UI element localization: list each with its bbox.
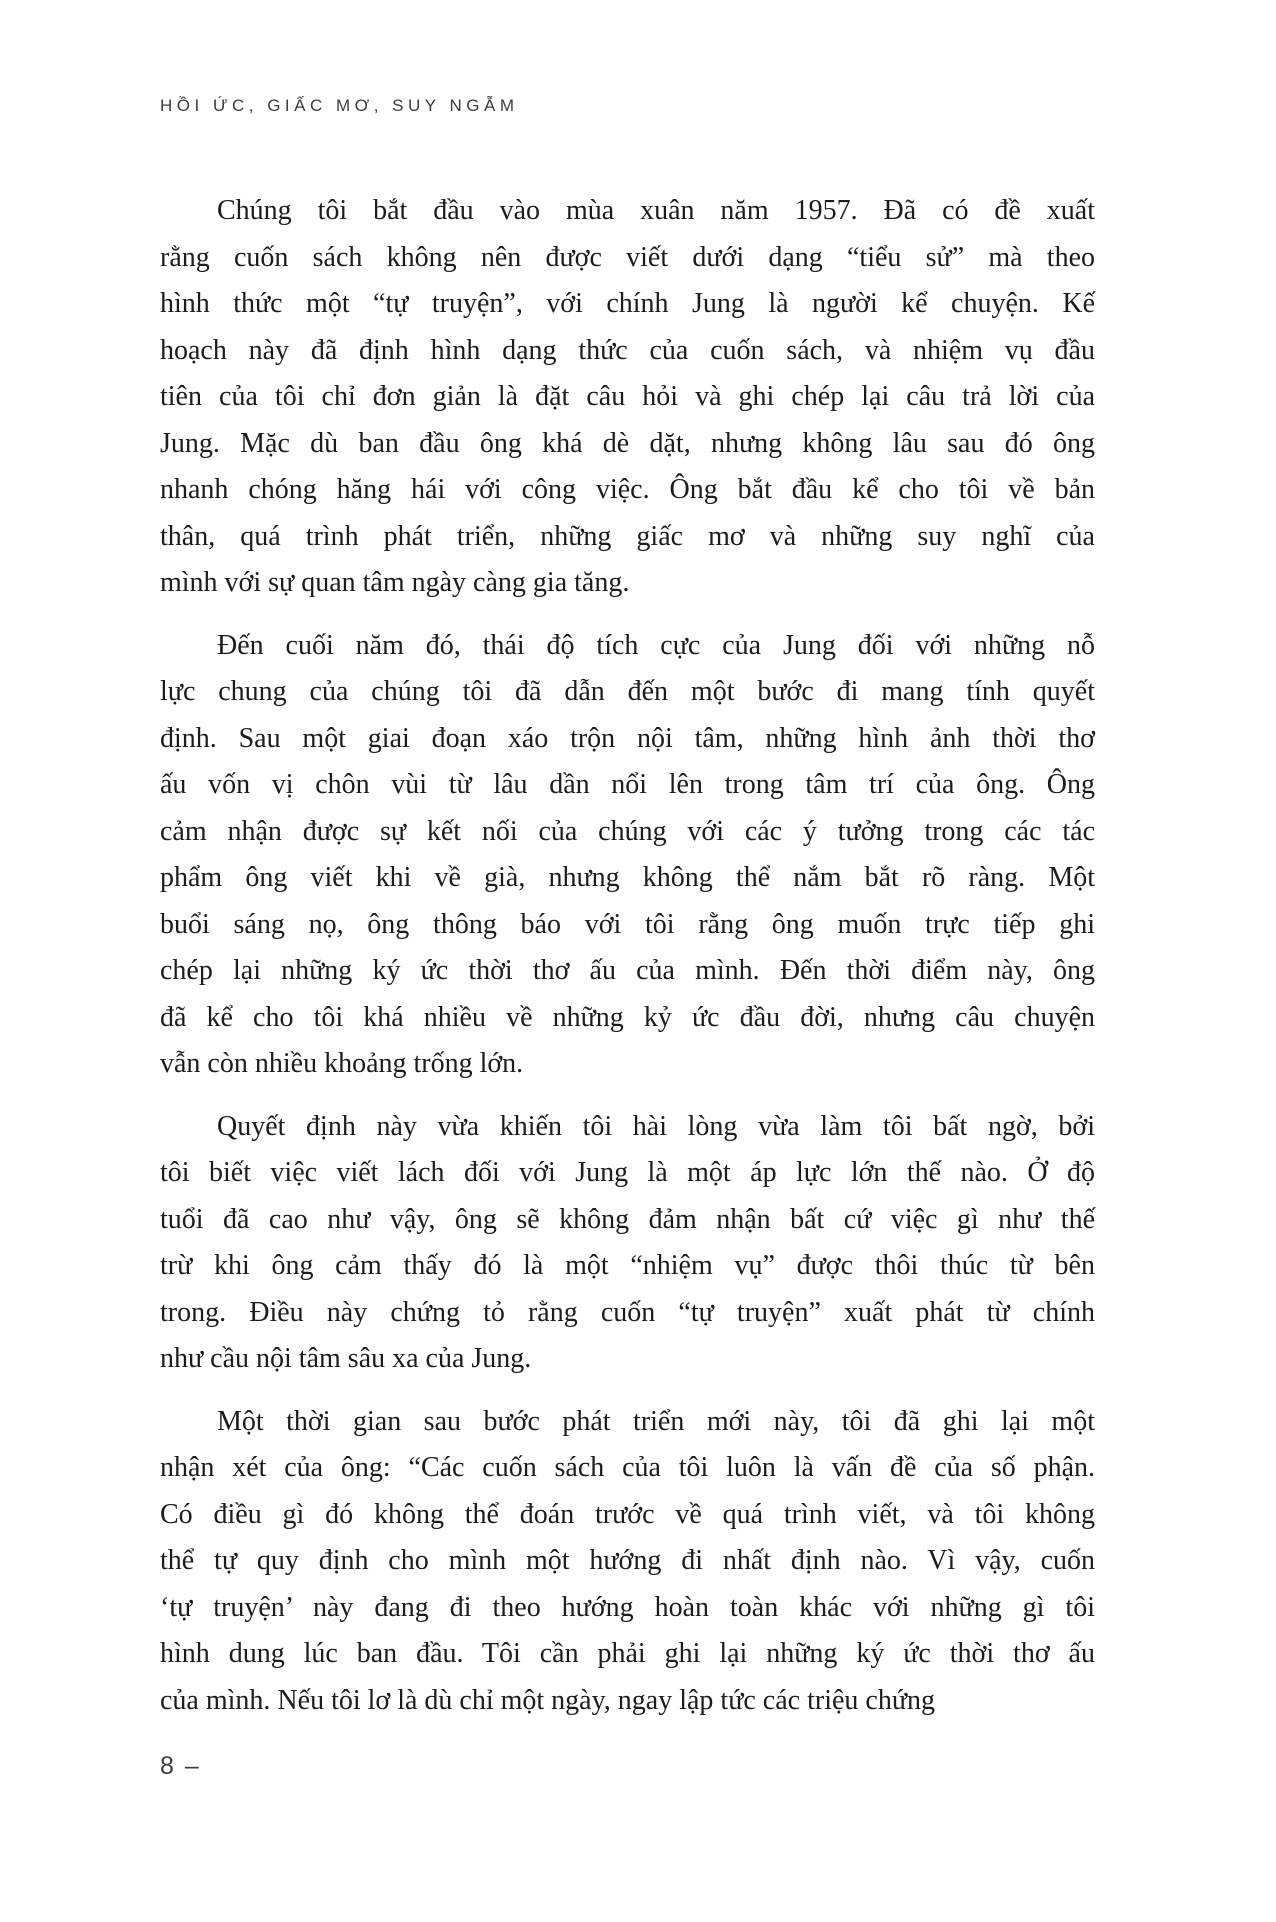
paragraph <box>160 1399 1095 1725</box>
text-line: hoạch này đã định hình dạng thức của cuốn sách, và nhiệm vụ đầu <box>160 334 1095 366</box>
text-line: Quyết định này vừa khiến tôi hài lòng vừa làm tôi bất ngờ, bởi <box>217 1110 1095 1142</box>
text-line: trừ khi ông cảm thấy đó là một “nhiệm vụ” được thôi thúc từ bên <box>160 1250 1095 1281</box>
text-line: tôi biết việc viết lách đối với Jung là một áp lực lớn thế nào. Ở độ <box>160 1157 1095 1188</box>
text-line: trong. Điều này chứng tỏ rằng cuốn “tự truyện” xuất phát từ chính <box>160 1296 1095 1328</box>
paragraph <box>160 623 1095 1088</box>
text-line: Một thời gian sau bước phát triển mới này, tôi đã ghi lại một <box>217 1405 1095 1437</box>
text-line: của mình. Nếu tôi lơ là dù chỉ một ngày, ngay lập tức các triệu chứng <box>160 1684 936 1716</box>
text-line: hình thức một “tự truyện”, với chính Jung là người kể chuyện. Kế <box>160 288 1095 319</box>
text-line: lực chung của chúng tôi đã dẫn đến một bước đi mang tính quyết <box>160 676 1095 707</box>
text-line: vẫn còn nhiều khoảng trống lớn. <box>160 1048 524 1079</box>
text-line: buổi sáng nọ, ông thông báo với tôi rằng ông muốn trực tiếp ghi <box>160 908 1095 940</box>
text-line: tiên của tôi chỉ đơn giản là đặt câu hỏi và ghi chép lại câu trả lời của <box>160 381 1095 412</box>
text-line: thể tự quy định cho mình một hướng đi nhất định nào. Vì vậy, cuốn <box>160 1545 1095 1576</box>
text-line: Đến cuối năm đó, thái độ tích cực của Jung đối với những nỗ <box>217 629 1095 661</box>
page-number: 8 – <box>160 1752 201 1780</box>
text-line: nhanh chóng hăng hái với công việc. Ông bắt đầu kể cho tôi về bản <box>160 474 1095 505</box>
text-line: hình dung lúc ban đầu. Tôi cần phải ghi lại những ký ức thời thơ ấu <box>160 1638 1095 1669</box>
text-line: Chúng tôi bắt đầu vào mùa xuân năm 1957. Đã có đề xuất <box>217 195 1095 226</box>
text-line: nhận xét của ông: “Các cuốn sách của tôi luôn là vấn đề của số phận. <box>160 1452 1095 1483</box>
text-line: phẩm ông viết khi về già, nhưng không thể nắm bắt rõ ràng. Một <box>160 862 1095 893</box>
text-line: thân, quá trình phát triển, những giấc mơ và những suy nghĩ của <box>160 520 1095 552</box>
paragraph <box>160 1104 1095 1383</box>
text-line: chép lại những ký ức thời thơ ấu của mình. Đến thời điểm này, ông <box>160 955 1095 986</box>
text-line: tuổi đã cao như vậy, ông sẽ không đảm nhận bất cứ việc gì như thế <box>160 1203 1095 1235</box>
text-line: Có điều gì đó không thể đoán trước về quá trình viết, và tôi không <box>160 1498 1095 1530</box>
text-line: định. Sau một giai đoạn xáo trộn nội tâm, những hình ảnh thời thơ <box>160 722 1095 754</box>
paragraph <box>160 188 1095 607</box>
text-line: ‘tự truyện’ này đang đi theo hướng hoàn toàn khác với những gì tôi <box>160 1591 1095 1623</box>
text-line: rằng cuốn sách không nên được viết dưới dạng “tiểu sử” mà theo <box>160 241 1095 273</box>
text-line: ấu vốn vị chôn vùi từ lâu dần nổi lên trong tâm trí của ông. Ông <box>160 769 1095 800</box>
body-text <box>160 188 1095 1724</box>
text-line: mình với sự quan tâm ngày càng gia tăng. <box>160 567 630 598</box>
text-line: cảm nhận được sự kết nối của chúng với các ý tưởng trong các tác <box>160 815 1095 847</box>
text-line: đã kể cho tôi khá nhiều về những kỷ ức đầu đời, nhưng câu chuyện <box>160 1001 1095 1033</box>
text-line: như cầu nội tâm sâu xa của Jung. <box>160 1343 532 1374</box>
text-line: Jung. Mặc dù ban đầu ông khá dè dặt, nhưng không lâu sau đó ông <box>160 427 1095 459</box>
running-head: HỒI ỨC, GIẤC MƠ, SUY NGẪM <box>160 96 519 115</box>
